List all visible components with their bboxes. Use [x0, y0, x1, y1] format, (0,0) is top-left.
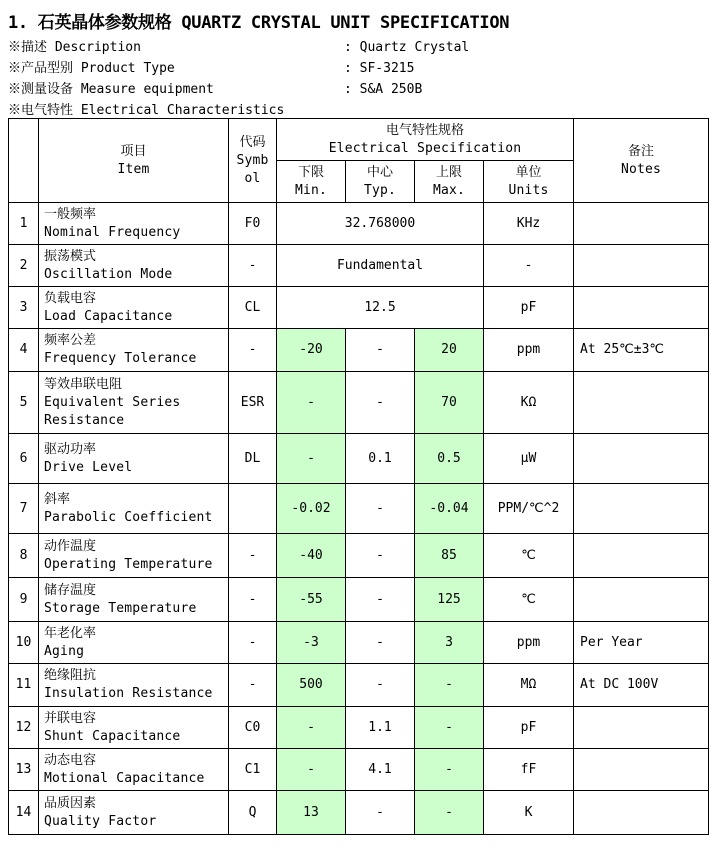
item-cn: 驱动功率 [44, 441, 97, 457]
notes-cell: At 25℃±3℃ [574, 329, 709, 372]
symbol-cell: Q [229, 791, 277, 835]
min-cell: - [277, 707, 346, 749]
max-cell: 125 [415, 578, 484, 622]
max-cell: - [415, 749, 484, 791]
row-number: 2 [9, 245, 39, 287]
table-row [9, 664, 709, 707]
document-title: 1. 石英晶体参数规格 QUARTZ CRYSTAL UNIT SPECIFICATION [8, 13, 510, 33]
units-cell: pF [484, 707, 574, 749]
notes-cell: Per Year [574, 622, 709, 664]
header-units: 单位 Units [484, 161, 574, 203]
max-cell: - [415, 664, 484, 707]
row-number: 5 [9, 372, 39, 434]
table-row [9, 749, 709, 791]
item-cn: 动作温度 [44, 538, 97, 554]
symbol-cell: ESR [229, 372, 277, 434]
row-number: 8 [9, 534, 39, 578]
item-cell [39, 287, 229, 329]
table-row [9, 578, 709, 622]
min-cell: -0.02 [277, 484, 346, 534]
notes-cell [574, 245, 709, 287]
item-cell [39, 534, 229, 578]
max-cell: - [415, 707, 484, 749]
units-cell: MΩ [484, 664, 574, 707]
info-label: ※产品型别 Product Type [8, 61, 175, 76]
table-row [9, 329, 709, 372]
min-cell: -3 [277, 622, 346, 664]
item-cn: 等效串联电阻 [44, 376, 123, 392]
item-cell [39, 749, 229, 791]
info-value: : SF-3215 [344, 61, 415, 76]
item-cn: 动态电容 [44, 752, 97, 768]
symbol-cell [229, 484, 277, 534]
item-cell [39, 245, 229, 287]
max-cell: 0.5 [415, 434, 484, 484]
row-number: 10 [9, 622, 39, 664]
symbol-cell: - [229, 622, 277, 664]
typ-cell: - [346, 329, 415, 372]
typ-cell: - [346, 534, 415, 578]
notes-cell [574, 484, 709, 534]
item-cn: 绝缘阻抗 [44, 668, 97, 683]
header-min: 下限 Min. [277, 161, 346, 203]
info-measure-equipment [8, 78, 422, 97]
item-en: Load Capacitance [44, 308, 173, 324]
min-cell: -20 [277, 329, 346, 372]
item-cn: 负载电容 [44, 290, 97, 306]
item-cell [39, 484, 229, 534]
units-cell: ppm [484, 622, 574, 664]
notes-cell [574, 791, 709, 835]
item-cn: 品质因素 [44, 795, 97, 811]
row-number: 7 [9, 484, 39, 534]
max-cell: - [415, 791, 484, 835]
spec-value-cell: 32.768000 [277, 203, 484, 245]
notes-cell [574, 749, 709, 791]
row-number: 3 [9, 287, 39, 329]
typ-cell: 1.1 [346, 707, 415, 749]
header-no [9, 119, 39, 203]
units-cell: ppm [484, 329, 574, 372]
min-cell: - [277, 749, 346, 791]
min-cell: -55 [277, 578, 346, 622]
symbol-cell: C0 [229, 707, 277, 749]
notes-cell [574, 578, 709, 622]
table-row [9, 245, 709, 287]
item-cell [39, 203, 229, 245]
units-cell: KΩ [484, 372, 574, 434]
symbol-cell: DL [229, 434, 277, 484]
info-label: ※描述 Description [8, 40, 141, 55]
notes-cell [574, 287, 709, 329]
notes-cell [574, 372, 709, 434]
table-row [9, 791, 709, 835]
info-product-type [8, 57, 414, 76]
table-row [9, 534, 709, 578]
item-en: Storage Temperature [44, 600, 197, 616]
item-en: Oscillation Mode [44, 266, 173, 282]
info-value: : Quartz Crystal [344, 40, 470, 55]
notes-cell [574, 707, 709, 749]
units-cell: KHz [484, 203, 574, 245]
notes-cell [574, 203, 709, 245]
typ-cell: - [346, 484, 415, 534]
info-label: ※测量设备 Measure equipment [8, 82, 214, 97]
item-en: Frequency Tolerance [44, 351, 197, 366]
header-electrical-spec: 电气特性规格 Electrical Specification [277, 119, 574, 161]
table-row [9, 622, 709, 664]
item-cn: 年老化率 [44, 625, 97, 641]
item-cn: 并联电容 [44, 710, 97, 726]
typ-cell: - [346, 578, 415, 622]
max-cell: 20 [415, 329, 484, 372]
table-row [9, 434, 709, 484]
max-cell: 70 [415, 372, 484, 434]
spec-value-cell: 12.5 [277, 287, 484, 329]
item-en-cont: Resistance [44, 412, 125, 428]
row-number: 13 [9, 749, 39, 791]
row-number: 12 [9, 707, 39, 749]
table-row [9, 287, 709, 329]
item-en: Insulation Resistance [44, 686, 213, 701]
row-number: 11 [9, 664, 39, 707]
row-number: 9 [9, 578, 39, 622]
notes-cell: At DC 100V [574, 664, 709, 707]
info-value: : S&A 250B [344, 82, 423, 97]
row-number: 6 [9, 434, 39, 484]
item-en: Shunt Capacitance [44, 728, 181, 744]
notes-cell [574, 534, 709, 578]
units-cell: PPM/℃^2 [484, 484, 574, 534]
symbol-cell: C1 [229, 749, 277, 791]
symbol-cell: - [229, 329, 277, 372]
symbol-cell: CL [229, 287, 277, 329]
spec-table [8, 118, 709, 835]
units-cell: μW [484, 434, 574, 484]
item-cell [39, 434, 229, 484]
typ-cell: - [346, 664, 415, 707]
table-row [9, 484, 709, 534]
item-cell [39, 707, 229, 749]
item-en: Parabolic Coefficient [44, 509, 213, 525]
symbol-cell: F0 [229, 203, 277, 245]
typ-cell: - [346, 372, 415, 434]
table-row [9, 203, 709, 245]
row-number: 1 [9, 203, 39, 245]
units-cell: - [484, 245, 574, 287]
max-cell: -0.04 [415, 484, 484, 534]
units-cell: pF [484, 287, 574, 329]
units-cell: K [484, 791, 574, 835]
min-cell: -40 [277, 534, 346, 578]
item-en: Equivalent Series [44, 394, 181, 410]
item-cell [39, 578, 229, 622]
units-cell: ℃ [484, 534, 574, 578]
min-cell: - [277, 434, 346, 484]
header-max: 上限 Max. [415, 161, 484, 203]
typ-cell: - [346, 791, 415, 835]
spec-value-cell: Fundamental [277, 245, 484, 287]
units-cell: ℃ [484, 578, 574, 622]
typ-cell: - [346, 622, 415, 664]
item-en: Motional Capacitance [44, 770, 205, 786]
item-en: Drive Level [44, 459, 133, 475]
item-cn: 频率公差 [44, 333, 97, 348]
row-number: 14 [9, 791, 39, 835]
item-cell [39, 622, 229, 664]
item-cell [39, 372, 229, 434]
item-en: Aging [44, 643, 85, 659]
info-description [8, 36, 469, 55]
item-en: Nominal Frequency [44, 224, 181, 240]
notes-cell [574, 434, 709, 484]
header-symbol: 代码 Symb ol [229, 119, 277, 203]
symbol-cell: - [229, 578, 277, 622]
symbol-cell: - [229, 245, 277, 287]
item-en: Quality Factor [44, 813, 157, 829]
header-typ: 中心 Typ. [346, 161, 415, 203]
table-row [9, 372, 709, 434]
item-cn: 一般频率 [44, 206, 97, 222]
item-en: Operating Temperature [44, 556, 213, 572]
symbol-cell: - [229, 534, 277, 578]
header-notes: 备注 Notes [574, 119, 709, 203]
units-cell: fF [484, 749, 574, 791]
section-label: ※电气特性 Electrical Characteristics [8, 103, 285, 118]
table-row [9, 707, 709, 749]
item-cell [39, 329, 229, 372]
min-cell: 500 [277, 664, 346, 707]
header-item: 项目 Item [39, 119, 229, 203]
max-cell: 85 [415, 534, 484, 578]
item-cell [39, 664, 229, 707]
item-cn: 斜率 [44, 491, 71, 507]
symbol-cell: - [229, 664, 277, 707]
max-cell: 3 [415, 622, 484, 664]
item-cn: 储存温度 [44, 582, 97, 598]
item-cell [39, 791, 229, 835]
typ-cell: 0.1 [346, 434, 415, 484]
item-cn: 振荡模式 [44, 248, 97, 264]
min-cell: 13 [277, 791, 346, 835]
min-cell: - [277, 372, 346, 434]
typ-cell: 4.1 [346, 749, 415, 791]
row-number: 4 [9, 329, 39, 372]
